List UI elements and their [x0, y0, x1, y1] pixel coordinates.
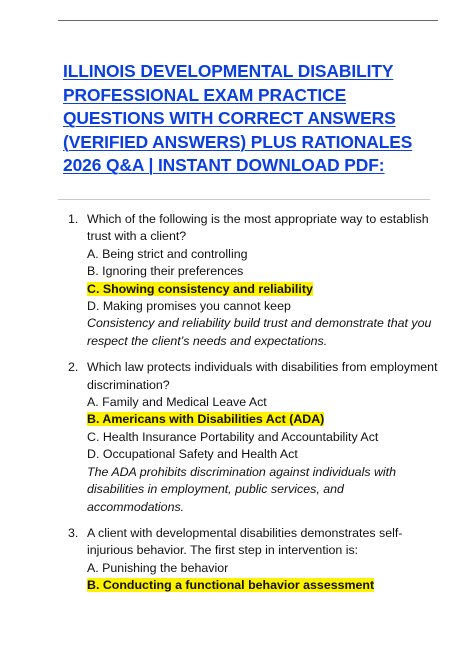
answer-option: A. Punishing the behavior	[87, 560, 229, 575]
answer-option: A. Family and Medical Leave Act	[87, 395, 267, 410]
question-item	[60, 211, 440, 350]
answer-option: B. Ignoring their preferences	[87, 264, 244, 279]
document-title: ILLINOIS DEVELOPMENTAL DISABILITY PROFESSIONAL EXAM PRACTICE QUESTIONS WITH CORRECT ANSWERS (VERIFIED ANSWERS) PLUS RATIONALES 2026 Q&A | INSTANT DOWNLOAD PDF:	[63, 61, 413, 176]
title-divider	[58, 199, 430, 200]
question-text: Which law protects individuals with disabilities from employment discrimination?	[87, 360, 438, 392]
question-item	[60, 525, 440, 595]
answer-option: C. Health Insurance Portability and Accountability Act	[87, 429, 379, 444]
correct-answer-option	[87, 411, 440, 428]
question-number: 1.	[68, 212, 79, 226]
answer-rationale: The ADA prohibits discrimination against individuals with disabilities in employment, public services, and accommodations.	[87, 464, 396, 514]
answer-highlight: C. Showing consistency and reliability	[87, 281, 313, 296]
correct-answer-option	[87, 281, 440, 298]
question-text: A client with developmental disabilities demonstrates self-injurious behavior. The first step in intervention is:	[87, 525, 403, 558]
answer-option: A. Being strict and controlling	[87, 246, 248, 261]
question-item	[60, 359, 440, 516]
answer-highlight: B. Americans with Disabilities Act (ADA)	[87, 412, 325, 427]
question-list	[60, 211, 440, 604]
question-number: 3.	[68, 525, 79, 540]
question-number: 2.	[68, 360, 79, 375]
question-text: Which of the following is the most appropriate way to establish trust with a client?	[87, 212, 429, 244]
answer-highlight: B. Conducting a functional behavior assessment	[87, 578, 375, 593]
answer-option: D. Making promises you cannot keep	[87, 299, 291, 314]
answer-rationale: Consistency and reliability build trust and demonstrate that you respect the client’s needs and expectations.	[87, 316, 432, 348]
top-divider	[58, 20, 438, 21]
correct-answer-option	[87, 577, 440, 594]
answer-option: D. Occupational Safety and Health Act	[87, 447, 298, 462]
